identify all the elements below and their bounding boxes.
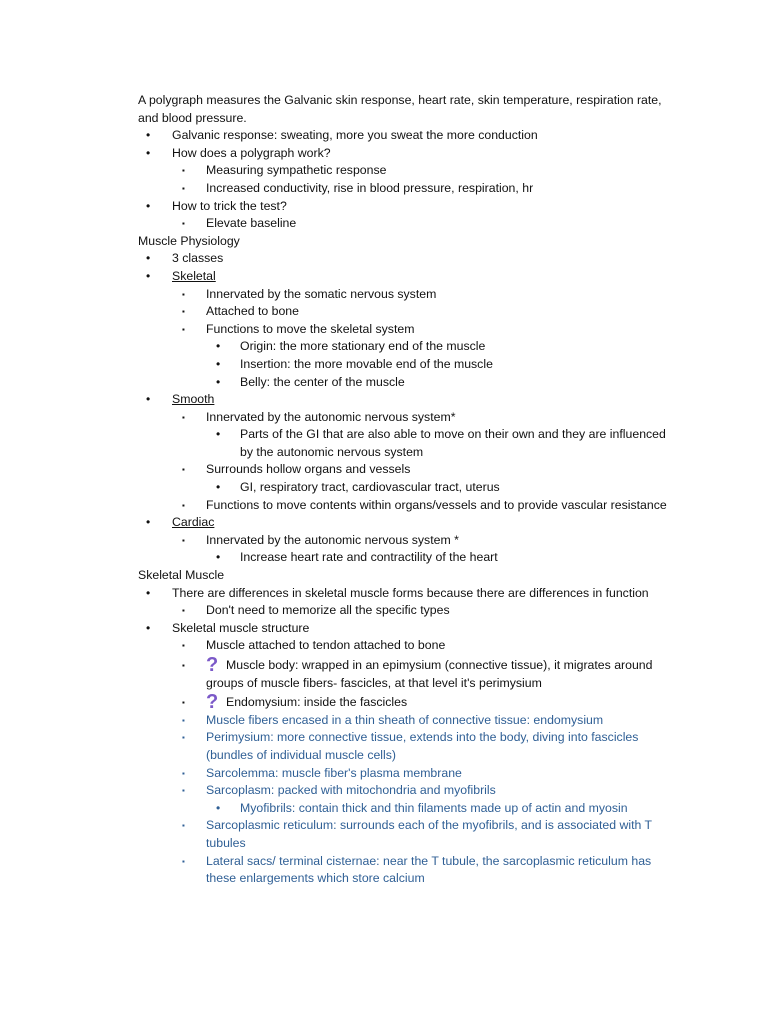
- question-mark-icon: ?: [206, 654, 219, 676]
- outline-item: [138, 712, 678, 730]
- outline-item-text: Sarcolemma: muscle fiber's plasma membrane: [206, 765, 462, 780]
- outline-item: [138, 549, 678, 567]
- bullet-icon: •: [146, 620, 151, 635]
- outline-item-text: Skeletal muscle structure: [172, 620, 310, 635]
- outline-item: [138, 497, 678, 515]
- outline-item-text: Endomysium: inside the fascicles: [226, 695, 408, 710]
- outline-item-text: Sarcoplasmic reticulum: surrounds each of the myofibrils, and is associated with T tubules: [206, 818, 652, 850]
- bullet-icon: •: [146, 198, 151, 213]
- bullet-icon: •: [146, 128, 151, 143]
- section-heading: [138, 233, 678, 251]
- bullet-icon: •: [146, 268, 151, 283]
- bullet-icon: •: [146, 585, 151, 600]
- bullet-icon: ▪: [182, 307, 185, 317]
- outline-item-text: Don't need to memorize all the specific types: [206, 603, 450, 618]
- outline-item-text: There are differences in skeletal muscle forms because there are differences in function: [172, 585, 649, 600]
- bullet-icon: •: [216, 356, 221, 371]
- bullet-icon: •: [146, 251, 151, 266]
- bullet-icon: ▪: [182, 606, 185, 616]
- outline-item-text: Galvanic response: sweating, more you sweat the more conduction: [172, 128, 538, 143]
- outline-item-text: GI, respiratory tract, cardiovascular tract, uterus: [240, 480, 500, 495]
- outline-item-text: Innervated by the autonomic nervous system *: [206, 532, 459, 547]
- outline-item-text: Muscle body: wrapped in an epimysium (connective tissue), it migrates around groups of muscle fibers- fascicles, at that level it's perimysium: [206, 658, 653, 690]
- outline-item: [138, 250, 678, 268]
- notes-content: [138, 92, 678, 888]
- bullet-icon: •: [216, 427, 221, 442]
- outline-item-text: Elevate baseline: [206, 216, 297, 231]
- outline-item: [138, 286, 678, 304]
- outline-item-text: Perimysium: more connective tissue, extends into the body, diving into fascicles (bundles of individual muscle cells): [206, 730, 639, 762]
- outline-item: [138, 782, 678, 800]
- outline-item: [138, 654, 678, 692]
- outline-item-text: Increase heart rate and contractility of the heart: [240, 550, 498, 565]
- outline-item: [138, 479, 678, 497]
- outline-item-text: Attached to bone: [206, 304, 299, 319]
- outline-item-text: Belly: the center of the muscle: [240, 374, 405, 389]
- outline-item: [138, 215, 678, 233]
- outline-item: [138, 127, 678, 145]
- outline-item-text: Innervated by the autonomic nervous system*: [206, 409, 456, 424]
- outline-item-text: Muscle Physiology: [138, 233, 240, 248]
- outline-item: [138, 817, 678, 852]
- bullet-icon: ▪: [182, 821, 185, 831]
- bullet-icon: ▪: [182, 698, 185, 708]
- outline-item: [138, 198, 678, 216]
- outline-item: [138, 338, 678, 356]
- outline-item: [138, 145, 678, 163]
- outline-item-text: How does a polygraph work?: [172, 145, 331, 160]
- outline-item: [138, 409, 678, 427]
- outline-item-text: Insertion: the more movable end of the muscle: [240, 356, 493, 371]
- bullet-icon: •: [216, 374, 221, 389]
- outline-item: [138, 729, 678, 764]
- bullet-icon: ▪: [182, 166, 185, 176]
- bullet-icon: ▪: [182, 289, 185, 299]
- outline-item: [138, 853, 678, 888]
- outline-item-text: Surrounds hollow organs and vessels: [206, 462, 411, 477]
- bullet-icon: ▪: [182, 219, 185, 229]
- question-mark-icon: ?: [206, 691, 219, 714]
- outline-item-text: Skeletal: [172, 268, 216, 283]
- outline-item-text: Parts of the GI that are also able to move on their own and they are influenced by the autonomic nervous system: [240, 427, 666, 459]
- bullet-icon: ▪: [182, 183, 185, 193]
- bullet-icon: ▪: [182, 786, 185, 796]
- outline-item-text: Skeletal Muscle: [138, 568, 225, 583]
- outline-item: [138, 637, 678, 655]
- bullet-icon: ▪: [182, 856, 185, 866]
- bullet-icon: •: [146, 392, 151, 407]
- outline-item: [138, 691, 678, 714]
- outline-item-text: Increased conductivity, rise in blood pressure, respiration, hr: [206, 180, 534, 195]
- bullet-icon: ▪: [182, 641, 185, 651]
- outline-item-text: Functions to move the skeletal system: [206, 321, 415, 336]
- outline-item: [138, 532, 678, 550]
- outline-item-text: Origin: the more stationary end of the muscle: [240, 339, 486, 354]
- outline-item: [138, 374, 678, 392]
- bullet-icon: ▪: [182, 500, 185, 510]
- outline-item-text: Innervated by the somatic nervous system: [206, 286, 437, 301]
- outline-item: [138, 800, 678, 818]
- outline-item: [138, 765, 678, 783]
- outline-item: [138, 426, 678, 461]
- outline-item: [138, 268, 678, 286]
- bullet-icon: •: [146, 515, 151, 530]
- bullet-icon: •: [216, 550, 221, 565]
- bullet-icon: ▪: [182, 733, 185, 743]
- bullet-icon: ▪: [182, 661, 185, 670]
- outline-item: [138, 356, 678, 374]
- outline-item-text: Functions to move contents within organs/vessels and to provide vascular resistance: [206, 497, 667, 512]
- outline-item: [138, 514, 678, 532]
- bullet-icon: ▪: [182, 412, 185, 422]
- bullet-icon: ▪: [182, 535, 185, 545]
- bullet-icon: •: [216, 339, 221, 354]
- outline-item-text: Cardiac: [172, 515, 215, 530]
- bullet-icon: •: [216, 800, 221, 815]
- outline-item: [138, 162, 678, 180]
- notes-outline: [138, 127, 678, 888]
- outline-item: [138, 180, 678, 198]
- outline-item-text: Smooth: [172, 392, 215, 407]
- outline-item-text: Muscle fibers encased in a thin sheath of connective tissue: endomysium: [206, 712, 604, 727]
- outline-item: [138, 391, 678, 409]
- bullet-icon: •: [146, 145, 151, 160]
- outline-item-text: 3 classes: [172, 251, 224, 266]
- outline-item-text: Sarcoplasm: packed with mitochondria and myofibrils: [206, 783, 496, 798]
- outline-item: [138, 321, 678, 339]
- bullet-icon: •: [216, 480, 221, 495]
- bullet-icon: ▪: [182, 715, 185, 725]
- outline-item-text: How to trick the test?: [172, 198, 287, 213]
- bullet-icon: ▪: [182, 324, 185, 334]
- section-heading: [138, 567, 678, 585]
- outline-item-text: Measuring sympathetic response: [206, 163, 387, 178]
- outline-item: [138, 303, 678, 321]
- outline-item-text: Myofibrils: contain thick and thin filaments made up of actin and myosin: [240, 800, 628, 815]
- outline-item-text: Lateral sacs/ terminal cisternae: near the T tubule, the sarcoplasmic reticulum has these enlargements which store calcium: [206, 853, 652, 886]
- outline-item: [138, 585, 678, 603]
- outline-item: [138, 461, 678, 479]
- outline-item: [138, 620, 678, 638]
- outline-item-text: Muscle attached to tendon attached to bone: [206, 638, 446, 653]
- intro-paragraph: A polygraph measures the Galvanic skin response, heart rate, skin temperature, respiration rate, and blood pressure.: [138, 93, 662, 125]
- bullet-icon: ▪: [182, 768, 185, 778]
- bullet-icon: ▪: [182, 465, 185, 475]
- outline-item: [138, 602, 678, 620]
